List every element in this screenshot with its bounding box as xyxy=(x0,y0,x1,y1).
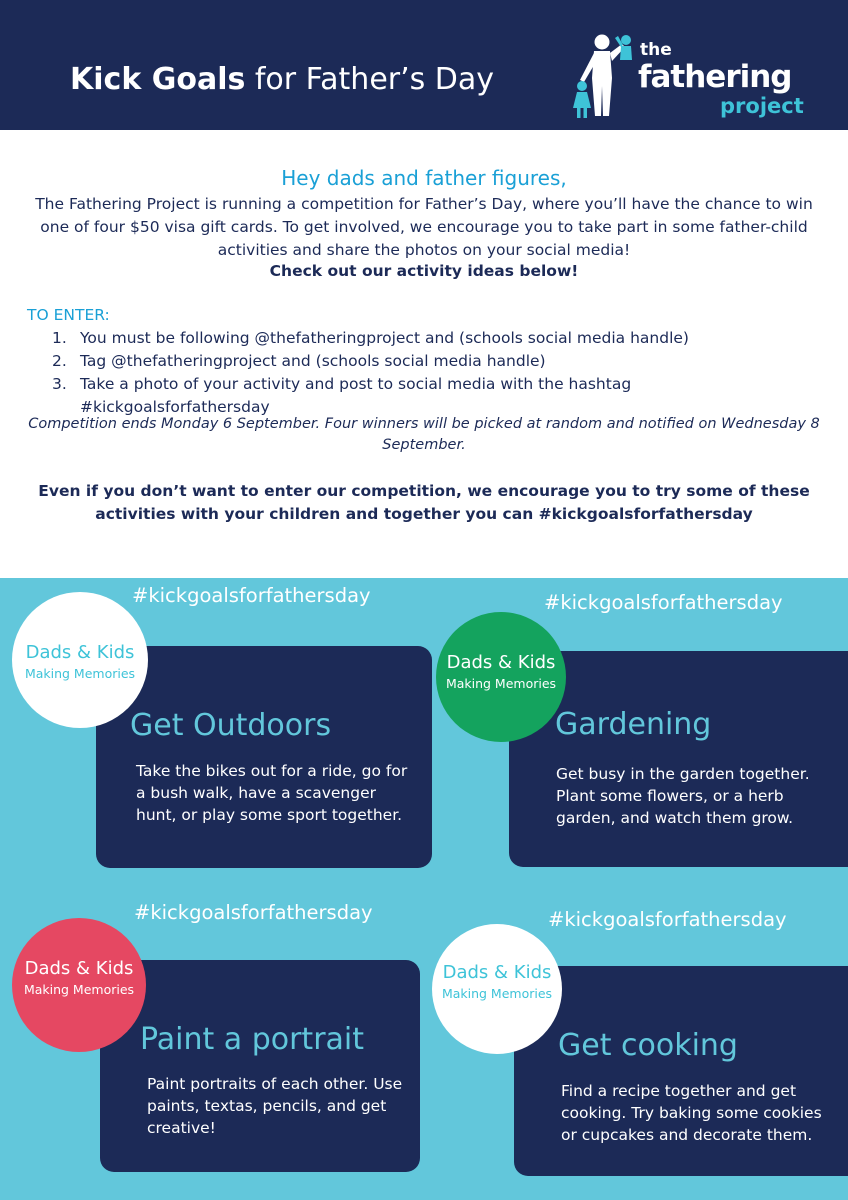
activity-title: Get Outdoors xyxy=(130,708,332,743)
badge-line1: Dads & Kids xyxy=(24,958,134,979)
step-number: 3. xyxy=(52,375,67,393)
hashtag-label: #kickgoalsforfathersday xyxy=(548,908,787,931)
step-text: Take a photo of your activity and post to social media with the hashtag #kickgoalsforfathersday xyxy=(80,375,632,416)
hashtag-label: #kickgoalsforfathersday xyxy=(134,901,373,924)
activity-title: Gardening xyxy=(555,707,712,742)
badge-circle xyxy=(12,918,146,1052)
intro-cta: Check out our activity ideas below! xyxy=(269,262,579,280)
activity-text: Take the bikes out for a ride, go for a bush walk, have a scavenger hunt, or play some sport together. xyxy=(136,762,408,824)
badge-circle xyxy=(432,924,562,1054)
header-banner xyxy=(0,0,848,130)
enter-title: TO ENTER: xyxy=(27,306,110,324)
activities-section xyxy=(0,578,848,1200)
hashtag-label: #kickgoalsforfathersday xyxy=(544,591,783,614)
title-rest: for Father’s Day xyxy=(245,62,495,97)
badge-line1: Dads & Kids xyxy=(446,652,556,673)
activity-text: Get busy in the garden together. Plant some flowers, or a herb garden, and watch them grow. xyxy=(556,765,810,827)
page-title xyxy=(70,62,494,97)
hashtag-label: #kickgoalsforfathersday xyxy=(132,584,371,607)
logo-project-text: project xyxy=(720,94,804,118)
badge-line1: Dads & Kids xyxy=(25,642,135,663)
step-number: 1. xyxy=(52,329,67,347)
step-text: Tag @thefatheringproject and (schools social media handle) xyxy=(80,352,546,370)
activity-card-cooking xyxy=(514,966,848,1176)
step-number: 2. xyxy=(52,352,67,370)
badge-circle xyxy=(436,612,566,742)
activity-title: Get cooking xyxy=(558,1028,738,1063)
enter-steps-list xyxy=(52,327,848,419)
family-logo-icon xyxy=(572,34,632,120)
enter-step xyxy=(52,373,730,419)
badge-circle xyxy=(12,592,148,728)
badge-line2: Making Memories xyxy=(441,986,553,1001)
activity-text: Find a recipe together and get cooking. Try baking some cookies or cupcakes and decorate them. xyxy=(561,1082,822,1144)
encourage-text: Even if you don’t want to enter our competition, we encourage you to try some of these activities with your children and together you can #kickgoalsforfathersday xyxy=(38,482,810,523)
activity-text: Paint portraits of each other. Use paints, textas, pencils, and get creative! xyxy=(147,1075,403,1137)
competition-note: Competition ends Monday 6 September. Four winners will be picked at random and notified on Wednesday 8 September. xyxy=(28,416,820,453)
badge-line2: Making Memories xyxy=(445,676,557,691)
intro-body: The Fathering Project is running a competition for Father’s Day, where you’ll have the chance to win one of four $50 visa gift cards. To get involved, we encourage you to take part in some father-child activities and share the photos on your social media! xyxy=(35,195,813,259)
activity-card-portrait xyxy=(100,960,420,1172)
title-bold: Kick Goals xyxy=(70,62,246,97)
badge-line2: Making Memories xyxy=(24,666,136,681)
badge-line2: Making Memories xyxy=(23,982,135,997)
activity-title: Paint a portrait xyxy=(140,1022,365,1057)
logo-the-text: the xyxy=(640,40,672,60)
step-text: You must be following @thefatheringproject and (schools social media handle) xyxy=(80,329,689,347)
logo-fathering-text: fathering xyxy=(638,59,792,95)
enter-step xyxy=(52,327,848,350)
enter-step xyxy=(52,350,848,373)
badge-line1: Dads & Kids xyxy=(442,962,552,983)
intro-heading: Hey dads and father figures, xyxy=(281,166,567,190)
